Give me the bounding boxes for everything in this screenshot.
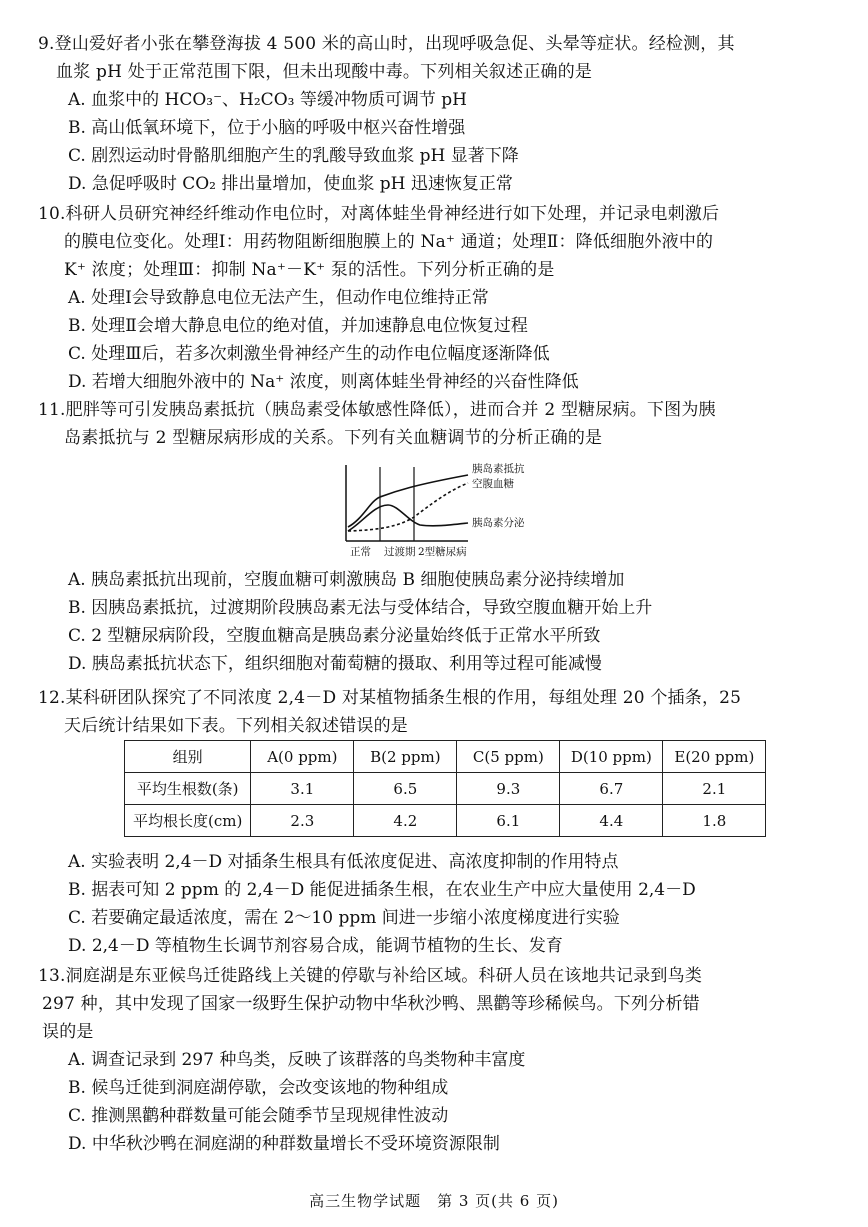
question-13-option-b: B. 候鸟迁徙到洞庭湖停歇，会改变该地的物种组成	[68, 1078, 449, 1098]
curve-label-insulin-resistance: 胰岛素抵抗	[472, 463, 525, 475]
question-10-option-a: A. 处理Ⅰ会导致静息电位无法产生，但动作电位维持正常	[68, 288, 489, 308]
question-13-stem-line: 误的是	[42, 1022, 94, 1042]
page-footer: 高三生物学试题 第 3 页(共 6 页)	[309, 1192, 559, 1210]
question-10-stem-line: K⁺ 浓度；处理Ⅲ：抑制 Na⁺－K⁺ 泵的活性。下列分析正确的是	[64, 260, 555, 280]
rooting-data-table	[124, 740, 766, 837]
question-12-stem-line: 12.某科研团队探究了不同浓度 2,4－D 对某植物插条生根的作用，每组处理 20 个插条，25	[38, 688, 742, 708]
question-10	[38, 200, 838, 396]
table-row	[125, 805, 766, 837]
table-header-cell: C(5 ppm)	[457, 741, 560, 773]
table-cell: 6.5	[354, 773, 457, 805]
table-cell: 4.2	[354, 805, 457, 837]
curve-label-insulin-secretion: 胰岛素分泌	[472, 517, 525, 529]
insulin-resistance-curve	[348, 475, 468, 527]
insulin-resistance-diagram	[318, 461, 558, 561]
table-cell: 2.1	[663, 773, 766, 805]
table-cell: 9.3	[457, 773, 560, 805]
question-12-option-d: D. 2,4－D 等植物生长调节剂容易合成，能调节植物的生长、发育	[68, 936, 563, 956]
question-10-option-d: D. 若增大细胞外液中的 Na⁺ 浓度，则离体蛙坐骨神经的兴奋性降低	[68, 372, 579, 392]
question-11-stem-line: 岛素抵抗与 2 型糖尿病形成的关系。下列有关血糖调节的分析正确的是	[64, 428, 603, 448]
insulin-secretion-curve	[348, 505, 468, 531]
question-13-option-d: D. 中华秋沙鸭在洞庭湖的种群数量增长不受环境资源限制	[68, 1134, 500, 1154]
table-cell: 6.1	[457, 805, 560, 837]
question-13-stem-line: 13.洞庭湖是东亚候鸟迁徙路线上关键的停歇与补给区域。科研人员在该地共记录到鸟类	[38, 966, 703, 986]
table-header-cell: B(2 ppm)	[354, 741, 457, 773]
stage-label-type2-diabetes: 2型糖尿病	[418, 546, 467, 558]
question-10-option-c: C. 处理Ⅲ后，若多次刺激坐骨神经产生的动作电位幅度逐渐降低	[68, 344, 550, 364]
table-header-cell: E(20 ppm)	[663, 741, 766, 773]
question-12-stem-line: 天后统计结果如下表。下列相关叙述错误的是	[64, 716, 408, 736]
question-10-stem-line: 的膜电位变化。处理Ⅰ：用药物阻断细胞膜上的 Na⁺ 通道；处理Ⅱ：降低细胞外液中的	[64, 232, 714, 252]
question-9-stem-line: 血浆 pH 处于正常范围下限，但未出现酸中毒。下列相关叙述正确的是	[56, 62, 593, 82]
question-11-option-c: C. 2 型糖尿病阶段，空腹血糖高是胰岛素分泌量始终低于正常水平所致	[68, 626, 601, 646]
question-11-option-a: A. 胰岛素抵抗出现前，空腹血糖可刺激胰岛 B 细胞使胰岛素分泌持续增加	[68, 570, 625, 590]
question-9	[38, 30, 838, 198]
table-cell: 3.1	[251, 773, 354, 805]
question-13-option-a: A. 调查记录到 297 种鸟类，反映了该群落的鸟类物种丰富度	[68, 1050, 526, 1070]
table-row	[125, 773, 766, 805]
table-cell: 1.8	[663, 805, 766, 837]
question-13-option-c: C. 推测黑鹳种群数量可能会随季节呈现规律性波动	[68, 1106, 449, 1126]
table-cell: 2.3	[251, 805, 354, 837]
question-13	[38, 962, 838, 1158]
question-12-option-c: C. 若要确定最适浓度，需在 2～10 ppm 间进一步缩小浓度梯度进行实验	[68, 908, 620, 928]
table-cell: 4.4	[560, 805, 663, 837]
question-10-stem-line: 10.科研人员研究神经纤维动作电位时，对离体蛙坐骨神经进行如下处理，并记录电刺激后	[38, 204, 720, 224]
table-cell: 平均根长度(cm)	[125, 805, 251, 837]
table-header-cell: D(10 ppm)	[560, 741, 663, 773]
question-11-option-d: D. 胰岛素抵抗状态下，组织细胞对葡萄糖的摄取、利用等过程可能减慢	[68, 654, 602, 674]
table-header-row	[125, 741, 766, 773]
question-10-option-b: B. 处理Ⅱ会增大静息电位的绝对值，并加速静息电位恢复过程	[68, 316, 528, 336]
question-12-option-a: A. 实验表明 2,4－D 对插条生根具有低浓度促进、高浓度抑制的作用特点	[68, 852, 619, 872]
table-cell: 6.7	[560, 773, 663, 805]
question-13-stem-line: 297 种，其中发现了国家一级野生保护动物中华秋沙鸭、黑鹳等珍稀候鸟。下列分析错	[42, 994, 700, 1014]
stage-label-normal: 正常	[350, 546, 371, 558]
fasting-glucose-curve	[348, 483, 468, 531]
curve-label-fasting-glucose: 空腹血糖	[472, 478, 514, 490]
table-header-cell: A(0 ppm)	[251, 741, 354, 773]
question-11-option-b: B. 因胰岛素抵抗，过渡期阶段胰岛素无法与受体结合，导致空腹血糖开始上升	[68, 598, 653, 618]
question-9-option-a: A. 血浆中的 HCO₃⁻、H₂CO₃ 等缓冲物质可调节 pH	[68, 90, 467, 110]
stage-label-transition: 过渡期	[384, 546, 416, 558]
table-header-cell: 组别	[125, 741, 251, 773]
question-9-option-b: B. 高山低氧环境下，位于小脑的呼吸中枢兴奋性增强	[68, 118, 466, 138]
question-9-option-d: D. 急促呼吸时 CO₂ 排出量增加，使血浆 pH 迅速恢复正常	[68, 174, 513, 194]
question-9-option-c: C. 剧烈运动时骨骼肌细胞产生的乳酸导致血浆 pH 显著下降	[68, 146, 519, 166]
table-cell: 平均生根数(条)	[125, 773, 251, 805]
question-12-option-b: B. 据表可知 2 ppm 的 2,4－D 能促进插条生根，在农业生产中应大量使用 2,4－D	[68, 880, 696, 900]
question-11-stem-line: 11.肥胖等可引发胰岛素抵抗（胰岛素受体敏感性降低），进而合并 2 型糖尿病。下图为胰	[38, 400, 716, 420]
question-9-stem-line: 9.登山爱好者小张在攀登海拔 4 500 米的高山时，出现呼吸急促、头晕等症状。经检测，其	[38, 34, 735, 54]
